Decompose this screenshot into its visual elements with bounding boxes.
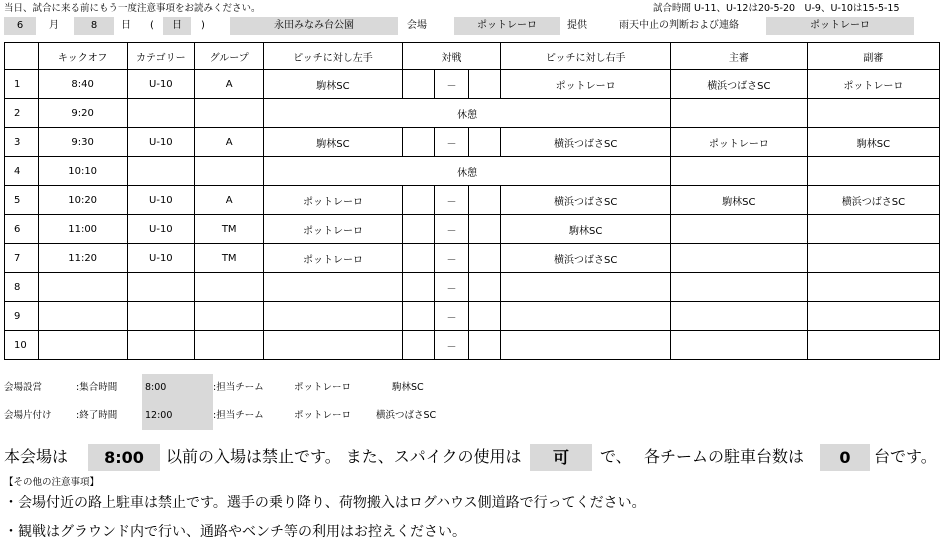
referee-cell: ポットレーロ — [670, 128, 807, 157]
left-team-cell: 駒林SC — [264, 70, 402, 99]
header-assistant: 副審 — [807, 43, 939, 70]
month-label: 月 — [49, 20, 59, 31]
group-cell — [195, 273, 264, 302]
score-right-cell — [469, 128, 501, 157]
score-left-cell — [402, 244, 434, 273]
referee-cell — [670, 331, 807, 360]
left-team-cell: ポットレーロ — [264, 186, 402, 215]
vs-cell: － — [434, 70, 468, 99]
entry-time-value: 8:00 — [88, 444, 160, 471]
score-right-cell — [469, 331, 501, 360]
right-team-cell — [501, 302, 670, 331]
header-group: グループ — [195, 43, 264, 70]
assistant-cell — [807, 157, 939, 186]
right-team-cell: 駒林SC — [501, 215, 670, 244]
cleanup-row — [4, 402, 940, 430]
cleanup-label: 会場片付け — [4, 410, 52, 421]
vs-cell: － — [434, 331, 468, 360]
group-cell: A — [195, 70, 264, 99]
score-right-cell — [469, 244, 501, 273]
assistant-cell — [807, 244, 939, 273]
referee-cell — [670, 273, 807, 302]
rules-line — [4, 440, 940, 474]
score-left-cell — [402, 128, 434, 157]
kickoff-cell: 9:30 — [38, 128, 127, 157]
provider-label: 提供 — [567, 20, 587, 31]
category-cell — [127, 99, 195, 128]
score-right-cell — [469, 302, 501, 331]
assistant-cell — [807, 215, 939, 244]
row-number: 6 — [5, 215, 39, 244]
cleanup-team-label: :担当チーム — [213, 410, 264, 421]
group-cell — [195, 99, 264, 128]
score-right-cell — [469, 186, 501, 215]
group-cell — [195, 302, 264, 331]
match-time-note: 試合時間 U-11、U-12は20-5-20 U-9、U-10は15-5-15 — [653, 3, 900, 14]
cleanup-time-label: :終了時間 — [76, 410, 118, 421]
rules-text-4: 各チームの駐車台数は — [644, 447, 805, 466]
group-cell — [195, 331, 264, 360]
referee-cell: 駒林SC — [670, 186, 807, 215]
table-header-row — [5, 43, 940, 70]
table-row — [5, 302, 940, 331]
assistant-cell — [807, 273, 939, 302]
provider-team: ポットレーロ — [454, 17, 560, 35]
category-cell: U-10 — [127, 215, 195, 244]
left-team-cell: 駒林SC — [264, 128, 402, 157]
vs-cell: － — [434, 302, 468, 331]
kickoff-cell: 11:00 — [38, 215, 127, 244]
kickoff-cell — [38, 331, 127, 360]
setup-team1: ポットレーロ — [294, 382, 352, 393]
venue-name: 永田みなみ台公園 — [230, 17, 398, 35]
score-left-cell — [402, 273, 434, 302]
rain-contact: ポットレーロ — [766, 17, 914, 35]
setup-time: 8:00 — [142, 374, 213, 402]
row-number: 10 — [5, 331, 39, 360]
kickoff-cell — [38, 302, 127, 331]
spike-value: 可 — [530, 444, 592, 471]
vs-cell: － — [434, 273, 468, 302]
cleanup-time: 12:00 — [142, 402, 213, 430]
row-number: 4 — [5, 157, 39, 186]
vs-cell: － — [434, 128, 468, 157]
score-right-cell — [469, 70, 501, 99]
left-team-cell — [264, 302, 402, 331]
referee-cell — [670, 157, 807, 186]
table-row — [5, 331, 940, 360]
category-cell: U-10 — [127, 244, 195, 273]
setup-team2: 駒林SC — [392, 382, 424, 393]
right-team-cell — [501, 273, 670, 302]
vs-cell: － — [434, 244, 468, 273]
table-row — [5, 157, 940, 186]
assistant-cell — [807, 331, 939, 360]
score-left-cell — [402, 186, 434, 215]
row-number: 8 — [5, 273, 39, 302]
vs-cell: － — [434, 186, 468, 215]
setup-label: 会場設営 — [4, 382, 43, 393]
setup-team-label: :担当チーム — [213, 382, 264, 393]
left-team-cell — [264, 331, 402, 360]
notes-heading: 【その他の注意事項】 — [4, 477, 100, 488]
kickoff-cell: 10:10 — [38, 157, 127, 186]
break-cell: 休憩 — [264, 157, 671, 186]
score-left-cell — [402, 302, 434, 331]
rain-label: 雨天中止の判断および連絡 — [619, 20, 739, 31]
category-cell: U-10 — [127, 128, 195, 157]
left-team-cell — [264, 273, 402, 302]
referee-cell: 横浜つばさSC — [670, 70, 807, 99]
row-number: 9 — [5, 302, 39, 331]
table-row — [5, 128, 940, 157]
header-category: カテゴリー — [127, 43, 195, 70]
kickoff-cell: 8:40 — [38, 70, 127, 99]
score-right-cell — [469, 273, 501, 302]
kickoff-cell: 10:20 — [38, 186, 127, 215]
paren-open: ( — [150, 20, 154, 31]
rules-text-5: 台です。 — [874, 447, 937, 466]
cleanup-team1: ポットレーロ — [294, 410, 352, 421]
table-row — [5, 186, 940, 215]
assistant-cell — [807, 99, 939, 128]
kickoff-cell: 11:20 — [38, 244, 127, 273]
kickoff-cell — [38, 273, 127, 302]
day-value: 8 — [74, 17, 114, 35]
rules-text-2: 以前の入場は禁止です。 また、スパイクの使用は — [166, 447, 522, 466]
category-cell: U-10 — [127, 70, 195, 99]
category-cell — [127, 331, 195, 360]
row-number: 3 — [5, 128, 39, 157]
right-team-cell — [501, 331, 670, 360]
break-cell: 休憩 — [264, 99, 671, 128]
category-cell — [127, 273, 195, 302]
header-kickoff: キックオフ — [38, 43, 127, 70]
group-cell — [195, 157, 264, 186]
note-item: ・会場付近の路上駐車は禁止です。選手の乗り降り、荷物搬入はログハウス側道路で行ってください。 — [4, 495, 646, 511]
group-cell: A — [195, 128, 264, 157]
row-number: 1 — [5, 70, 39, 99]
header-no — [5, 43, 39, 70]
referee-cell — [670, 302, 807, 331]
vs-cell: － — [434, 215, 468, 244]
group-cell: TM — [195, 215, 264, 244]
group-cell: TM — [195, 244, 264, 273]
setup-time-label: :集合時間 — [76, 382, 118, 393]
rules-text-3: で、 — [600, 447, 632, 466]
row-number: 5 — [5, 186, 39, 215]
parking-value: 0 — [820, 444, 870, 471]
header-left-team: ピッチに対し左手 — [264, 43, 402, 70]
score-left-cell — [402, 331, 434, 360]
score-left-cell — [402, 70, 434, 99]
header-right-team: ピッチに対し右手 — [501, 43, 670, 70]
referee-cell — [670, 215, 807, 244]
note-item: ・観戦はグラウンド内で行い、通路やベンチ等の利用はお控えください。 — [4, 524, 466, 540]
assistant-cell: 横浜つばさSC — [807, 186, 939, 215]
referee-cell — [670, 244, 807, 273]
table-row — [5, 215, 940, 244]
header-referee: 主審 — [670, 43, 807, 70]
rules-text-1: 本会場は — [4, 447, 69, 466]
header-vs: 対戦 — [402, 43, 501, 70]
row-number: 2 — [5, 99, 39, 128]
right-team-cell: 横浜つばさSC — [501, 244, 670, 273]
venue-label: 会場 — [407, 20, 427, 31]
notice-top: 当日、試合に来る前にもう一度注意事項をお読みください。 — [4, 3, 261, 14]
score-left-cell — [402, 215, 434, 244]
right-team-cell: 横浜つばさSC — [501, 186, 670, 215]
category-cell: U-10 — [127, 186, 195, 215]
left-team-cell: ポットレーロ — [264, 215, 402, 244]
weekday-value: 日 — [163, 17, 191, 35]
date-venue-row — [4, 17, 940, 35]
assistant-cell — [807, 302, 939, 331]
table-row — [5, 99, 940, 128]
referee-cell — [670, 99, 807, 128]
assistant-cell: ポットレーロ — [807, 70, 939, 99]
row-number: 7 — [5, 244, 39, 273]
paren-close: ) — [201, 20, 205, 31]
cleanup-team2: 横浜つばさSC — [376, 410, 437, 421]
table-row — [5, 70, 940, 99]
table-row — [5, 273, 940, 302]
month-value: 6 — [4, 17, 36, 35]
setup-row — [4, 374, 940, 402]
day-label: 日 — [121, 20, 131, 31]
right-team-cell: 横浜つばさSC — [501, 128, 670, 157]
score-right-cell — [469, 215, 501, 244]
schedule-table — [4, 42, 940, 360]
assistant-cell: 駒林SC — [807, 128, 939, 157]
right-team-cell: ポットレーロ — [501, 70, 670, 99]
table-row — [5, 244, 940, 273]
category-cell — [127, 302, 195, 331]
category-cell — [127, 157, 195, 186]
left-team-cell: ポットレーロ — [264, 244, 402, 273]
kickoff-cell: 9:20 — [38, 99, 127, 128]
group-cell: A — [195, 186, 264, 215]
